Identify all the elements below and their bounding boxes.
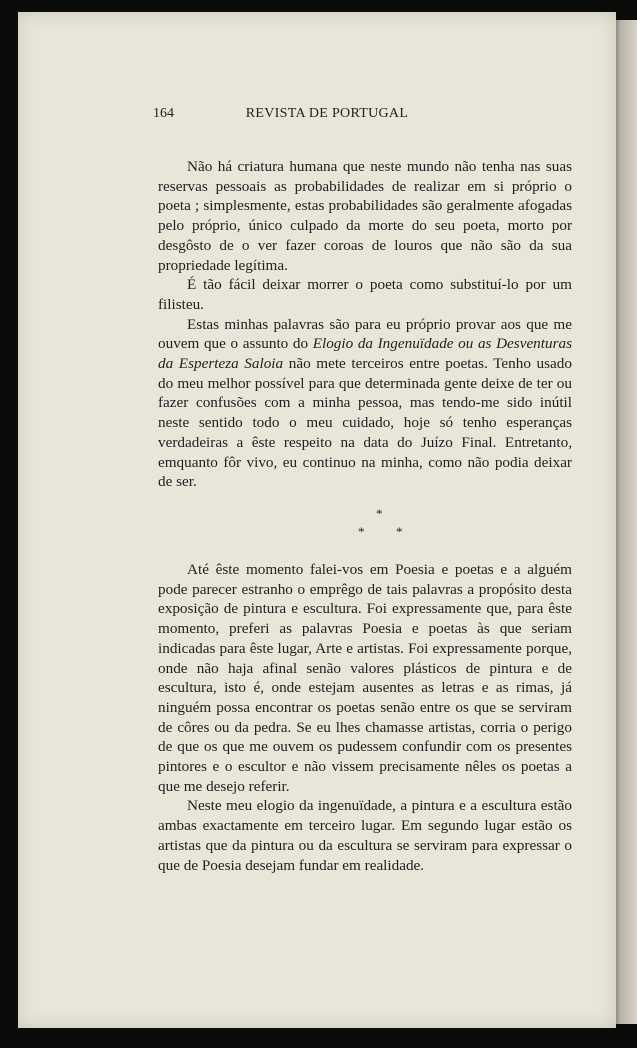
section-two-text [158,560,572,875]
paragraph: É tão fácil deixar morrer o poeta como substituí-lo por um filisteu. [158,276,572,313]
paragraph: Não há criatura humana que neste mundo não tenha nas suas reservas pessoais as probabilidades de realizar em si próprio o poeta ; simplesmente, estas probabilidades são geralmente afogadas pelo próprio, único culpado da morte do seu poeta, morto por desgôsto de o ver fazer coroas de louros que não são da sua propriedade legítima. [158,158,572,274]
paragraph: Até êste momento falei-vos em Poesia e poetas e a alguém pode parecer estranho o emprêgo de tais palavras a propósito desta exposição de pintura e escultura. Foi expressamente que, para êste momento, preferi as palavras Poesia e poetas às que seriam indicadas para êste lugar, Arte e artistas. Foi expressamente porque, onde não haja afinal senão valores plásticos de pintura e de escultura, isto é, onde estejam ausentes as letras e as rimas, já ninguém possa encontrar os poetas senão entre os que se serviram de côres ou da pedra. Se eu lhes chamasse artistas, corria o perigo de que os que me ouvem os pudessem confundir com os presentes pintores e o escultor e não vissem precisamente nêles os poetas a que me desejo referir. [158,561,572,795]
section-one-text [158,157,572,492]
running-head: REVISTA DE PORTUGAL [245,106,409,121]
page-number: 164 [153,106,174,121]
asterisk: * [358,524,365,539]
section-break-asterism [158,506,572,546]
book-page [18,12,616,1028]
paragraph [158,315,572,492]
asterisk: * [396,524,403,539]
paragraph-text: não mete terceiros entre poetas. Tenho usado do meu melhor possível para que determinada gente deixe de ter ou fazer confusões com a minha pessoa, mas tendo-me sido inútil neste sentido todo o meu cuidado, hoje só tenho esperanças verdadeiras a êste respeito na data do Juízo Final. Entretanto, emquanto fôr vivo, eu continuo na minha, como não podia deixar de ser. [158,355,572,491]
paragraph-text: Estas minhas palavras são para eu próprio provar aos que me ouvem que o assunto do [158,315,572,353]
lecture-title: Elogio da Ingenuïdade ou as Desventuras da Esperteza Saloia [158,335,573,373]
paragraph: Neste meu elogio da ingenuïdade, a pintura e a escultura estão ambas exactamente em terceiro lugar. Em segundo lugar estão os artistas que da pintura ou da escultura se serviram para expressar o que de Poesia desejam fundar em realidade. [158,797,572,874]
asterisk: * [376,506,383,521]
